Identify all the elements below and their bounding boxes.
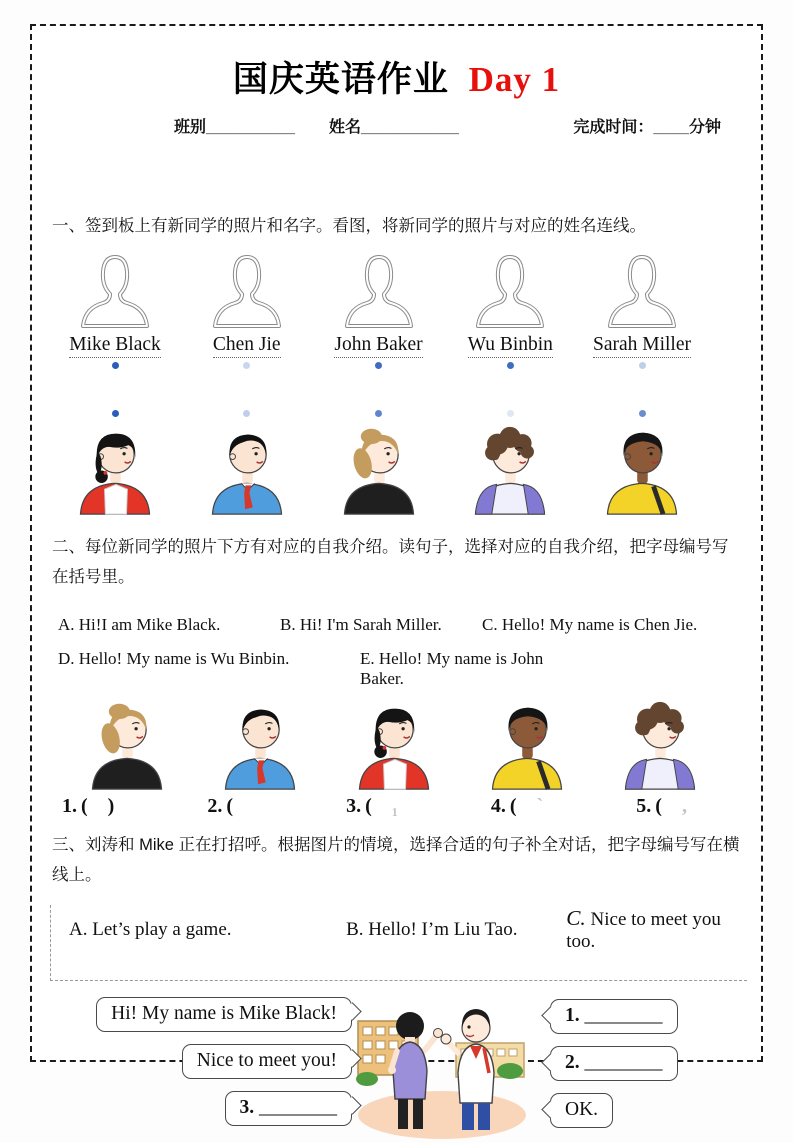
student-photo-column [601, 699, 719, 791]
student-info-row [174, 114, 721, 137]
student-photo-icon [201, 424, 293, 516]
speech-bubble: 3. ________ [225, 1091, 353, 1126]
section3-heading: 三、刘涛和 Mike 正在打招呼。根据图片的情境，选择合适的句子补全对话，把字母编号写在横线上。 [52, 835, 740, 885]
dialogue-right-bubbles [532, 991, 745, 1143]
option-item: A. Let’s play a game. [69, 918, 232, 940]
student-name-label: Chen Jie [213, 334, 281, 358]
student-photo-icon [614, 699, 706, 791]
answer-slot: 1. ( ) [62, 794, 115, 817]
option-item: B. Hello! I’m Liu Tao. [346, 918, 518, 940]
speech-bubble: 1. ________ [550, 999, 678, 1034]
student-photo-column [583, 424, 701, 516]
answer-slots-row [46, 795, 747, 818]
class-field: 班别__________ [174, 119, 295, 136]
signin-photo-column [451, 248, 569, 358]
section2-options-row2 [46, 649, 747, 689]
option-item: C. Hello! My name is Chen Jie. [482, 614, 698, 634]
student-name-label: Mike Black [69, 334, 161, 358]
page-title [46, 52, 747, 102]
signin-photo-column [583, 248, 701, 358]
answer-slot: 3. ( ₁ [346, 794, 398, 817]
student-photo-icon [214, 699, 306, 791]
connect-dot [507, 362, 514, 369]
answer-slot: 2. ( [207, 794, 254, 817]
speech-bubble: Hi! My name is Mike Black! [96, 997, 352, 1032]
student-photo-icon [596, 424, 688, 516]
option-item: B. Hi! I'm Sarah Miller. [280, 614, 442, 634]
speech-bubble: Nice to meet you! [182, 1044, 352, 1079]
option-item: D. Hello! My name is Wu Binbin. [58, 648, 290, 668]
student-photo-column [468, 699, 586, 791]
connect-dot [639, 362, 646, 369]
connect-dots-row-top [46, 362, 747, 372]
dialogue-panel [46, 989, 747, 1143]
connect-dot [243, 410, 250, 417]
answer-slot: 4. ( ` [490, 794, 544, 817]
worksheet-page [30, 24, 763, 1120]
connect-dot [112, 362, 119, 369]
student-photo-icon [69, 424, 161, 516]
student-name-label: John Baker [334, 334, 422, 358]
speech-bubble: 2. ________ [550, 1046, 678, 1081]
student-photo-column [188, 424, 306, 516]
student-name-label: Sarah Miller [593, 334, 691, 358]
student-name-label: Wu Binbin [468, 334, 553, 358]
student-photo-column [68, 699, 186, 791]
section1-heading: 一、签到板上有新同学的照片和名字。看图，将新同学的照片与对应的姓名连线。 [52, 217, 646, 235]
speech-bubble: OK. [550, 1093, 613, 1128]
photo-silhouette-icon [63, 248, 167, 332]
student-photo-icon [81, 699, 173, 791]
connect-dot [639, 410, 646, 417]
signin-photo-column [188, 248, 306, 358]
option-item: A. Hi!I am Mike Black. [58, 614, 221, 634]
option-item: C. Nice to meet you too. [566, 905, 721, 952]
signin-board [46, 248, 747, 358]
connect-dot [112, 410, 119, 417]
option-item: E. Hello! My name is John Baker. [360, 648, 544, 688]
photo-silhouette-icon [195, 248, 299, 332]
photo-silhouette-icon [590, 248, 694, 332]
title-chinese: 国庆英语作业 [232, 60, 449, 99]
student-photo-column [335, 699, 453, 791]
student-photo-icon [348, 699, 440, 791]
student-photo-icon [464, 424, 556, 516]
student-photo-column [56, 424, 174, 516]
title-day-number: Day 1 [468, 60, 561, 99]
photo-silhouette-icon [327, 248, 431, 332]
connect-dot [375, 410, 382, 417]
section2-heading: 二、每位新同学的照片下方有对应的自我介绍。读句子，选择对应的自我介绍，把字母编号写在括号里。 [52, 537, 729, 587]
time-field: 完成时间：____分钟 [573, 119, 721, 136]
student-photo-column [451, 424, 569, 516]
section2-student-photos [46, 699, 747, 791]
connect-dot [375, 362, 382, 369]
student-photo-column [320, 424, 438, 516]
section2-options-row1 [46, 615, 747, 635]
section1-student-photos [46, 424, 747, 516]
student-photo-column [201, 699, 319, 791]
photo-silhouette-icon [458, 248, 562, 332]
connect-dot [507, 410, 514, 417]
connect-dots-row-bottom [46, 410, 747, 420]
student-photo-icon [481, 699, 573, 791]
answer-slot: 5. ( , [636, 794, 687, 817]
name-field: 姓名___________ [329, 119, 459, 136]
dialogue-left-bubbles [52, 991, 352, 1143]
connect-dot [243, 362, 250, 369]
two-boys-greeting-icon [354, 991, 530, 1143]
signin-photo-column [56, 248, 174, 358]
student-photo-icon [333, 424, 425, 516]
section3-options-box [50, 905, 747, 981]
signin-photo-column [320, 248, 438, 358]
greeting-scene-illustration [352, 991, 532, 1143]
